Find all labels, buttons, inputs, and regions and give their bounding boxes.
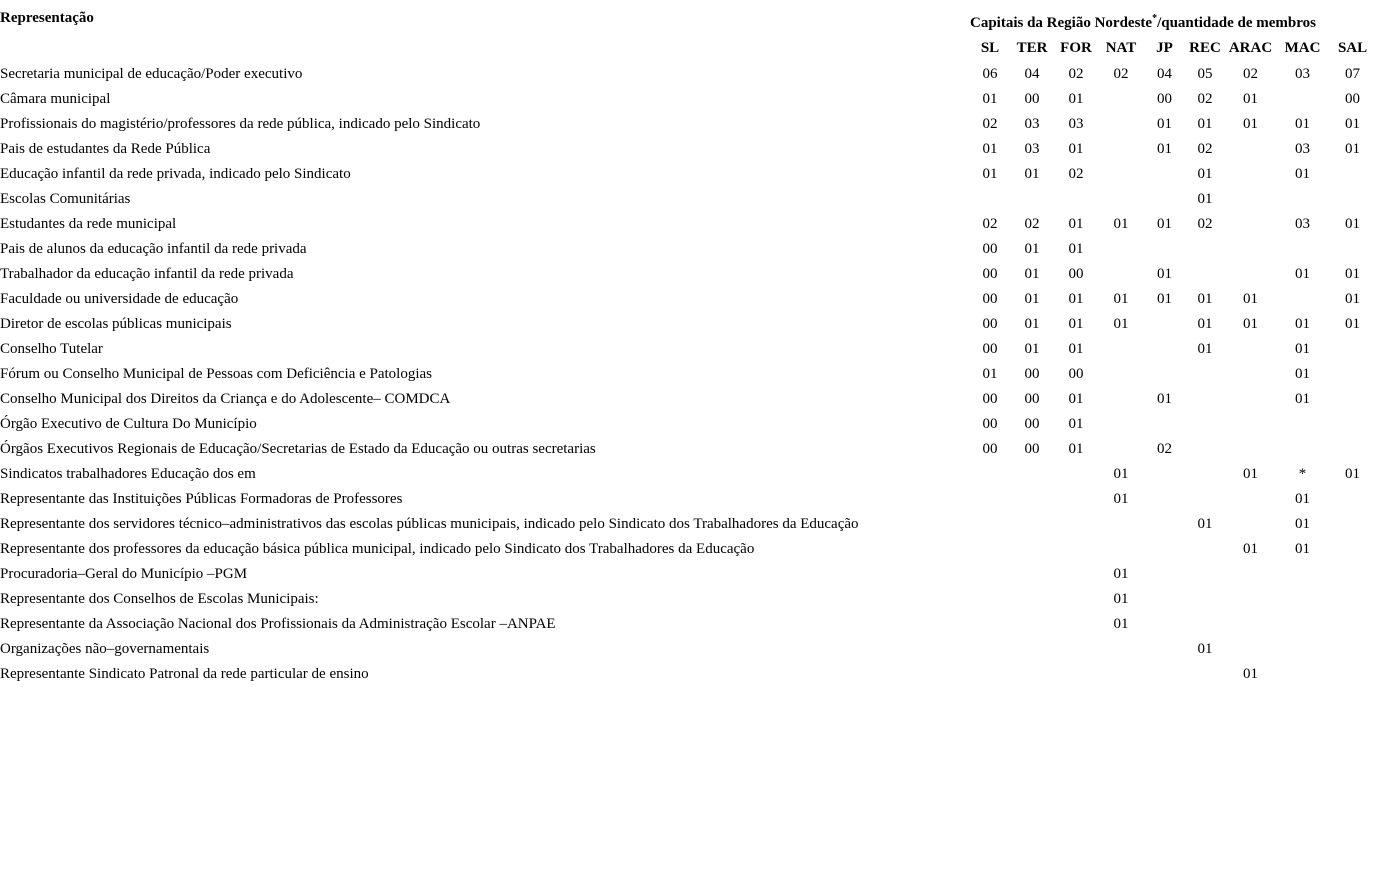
table-row [0,587,1376,612]
column-header-jp: JP [1156,40,1173,56]
table-row [0,412,1376,437]
value-cell: 01 [1157,141,1172,157]
value-cell [1098,387,1144,412]
value-cell [1054,512,1098,537]
table-row [0,112,1376,137]
value-cell: 01 [1068,441,1084,457]
value-cell [1225,437,1276,462]
table-body [0,62,1376,687]
table-row [0,612,1376,637]
value-cell: 01 [1345,266,1361,282]
value-cell: 00 [1024,366,1040,382]
row-label: Pais de alunos da educação infantil da rede privada [0,241,307,257]
row-group-title: Representação [0,10,94,26]
value-cell [1098,662,1144,687]
value-cell [1276,287,1329,312]
row-label: Estudantes da rede municipal [0,216,177,232]
value-cell: 01 [1113,591,1129,607]
column-header-mac: MAC [1284,40,1321,56]
value-cell [970,187,1010,212]
value-cell: 01 [1295,166,1310,182]
value-cell: 01 [1157,116,1172,132]
value-cell [970,637,1010,662]
value-cell [1144,512,1185,537]
value-cell: 01 [1068,416,1084,432]
value-cell: 02 [1197,141,1213,157]
value-cell [970,662,1010,687]
value-cell: * [1298,466,1307,482]
value-cell [1276,612,1329,637]
value-cell: 01 [1197,191,1213,207]
value-cell [1144,237,1185,262]
value-cell: 01 [1024,241,1040,257]
column-header-nat: NAT [1105,40,1137,56]
row-label: Conselho Tutelar [0,341,103,357]
row-label: Profissionais do magistério/professores da rede pública, indicado pelo Sindicato [0,116,481,132]
empty-corner-cell [0,36,970,62]
value-cell: 01 [1197,116,1213,132]
value-cell [970,612,1010,637]
value-cell: 01 [1243,316,1258,332]
value-cell [1329,587,1376,612]
value-cell: 01 [1113,566,1129,582]
value-cell: 00 [1068,266,1084,282]
value-cell [1225,637,1276,662]
value-cell: 01 [1345,116,1361,132]
value-cell [970,587,1010,612]
value-cell: 01 [1157,216,1172,232]
value-cell: 00 [1024,91,1040,107]
value-cell [1098,537,1144,562]
value-cell: 00 [1345,91,1361,107]
value-cell [1329,412,1376,437]
table-row [0,237,1376,262]
value-cell: 02 [1243,66,1258,82]
value-cell [1098,637,1144,662]
value-cell [1098,237,1144,262]
value-cell [1054,662,1098,687]
value-cell: 01 [1157,391,1172,407]
value-cell [1185,437,1225,462]
value-cell [1144,362,1185,387]
value-cell: 03 [1024,141,1040,157]
row-label: Educação infantil da rede privada, indicado pelo Sindicato [0,166,351,182]
value-cell: 03 [1024,116,1040,132]
value-cell [1144,662,1185,687]
value-cell [1010,512,1054,537]
value-cell [1225,562,1276,587]
value-cell [1144,562,1185,587]
row-label: Órgão Executivo de Cultura Do Município [0,416,257,432]
value-cell: 01 [1243,541,1258,557]
value-cell [1144,487,1185,512]
value-cell [1144,312,1185,337]
value-cell [1329,187,1376,212]
table-row [0,87,1376,112]
group-header-row [0,6,1376,36]
value-cell [1098,412,1144,437]
value-cell: 01 [1197,316,1213,332]
row-label: Escolas Comunitárias [0,191,131,207]
value-cell [1098,362,1144,387]
value-cell: 01 [1243,466,1258,482]
table-head [0,6,1376,62]
value-cell [1329,637,1376,662]
table-row [0,137,1376,162]
value-cell: 01 [1068,241,1084,257]
value-cell: 01 [1295,541,1310,557]
value-cell: 01 [1197,291,1213,307]
value-cell [1054,462,1098,487]
value-cell [1010,637,1054,662]
value-cell [1185,262,1225,287]
value-cell: 01 [1295,341,1310,357]
value-cell: 01 [1197,516,1213,532]
representation-table [0,6,1376,687]
value-cell: 00 [982,266,998,282]
table-row [0,187,1376,212]
value-cell: 00 [982,391,998,407]
table-row [0,537,1376,562]
value-cell: 01 [982,141,998,157]
value-cell [1098,262,1144,287]
value-cell [1054,562,1098,587]
table-row [0,62,1376,87]
value-cell [1225,587,1276,612]
table-row [0,362,1376,387]
value-cell [1185,537,1225,562]
value-cell: 02 [1157,441,1172,457]
value-cell: 00 [1157,91,1172,107]
value-cell: 01 [1197,641,1213,657]
value-cell: 01 [1024,291,1040,307]
value-cell: 01 [1243,116,1258,132]
value-cell [1329,487,1376,512]
value-cell: 01 [982,166,998,182]
value-cell [1010,612,1054,637]
row-label: Câmara municipal [0,91,111,107]
value-cell: 01 [1295,491,1310,507]
value-cell [1098,162,1144,187]
value-cell [1276,637,1329,662]
value-cell: 00 [982,341,998,357]
column-header-ter: TER [1016,40,1048,56]
value-cell [970,487,1010,512]
row-label: Diretor de escolas públicas municipais [0,316,232,332]
row-label: Representante dos professores da educação básica pública municipal, indicado pelo Sindicato dos Trabalhadores da Educação [0,541,755,557]
row-label: Fórum ou Conselho Municipal de Pessoas com Deficiência e Patologias [0,366,433,382]
value-cell [1225,212,1276,237]
value-cell: 00 [982,241,998,257]
value-cell [1185,587,1225,612]
value-cell [1144,412,1185,437]
value-cell: 01 [1113,491,1129,507]
value-cell [1185,412,1225,437]
value-cell [1276,662,1329,687]
value-cell [1329,537,1376,562]
value-cell: 03 [1295,216,1310,232]
value-cell [1144,587,1185,612]
value-cell [1010,187,1054,212]
row-label: Faculdade ou universidade de educação [0,291,239,307]
value-cell [1144,462,1185,487]
value-cell: 02 [1197,216,1213,232]
value-cell [1225,337,1276,362]
value-cell: 01 [982,91,998,107]
value-cell [970,462,1010,487]
table-row [0,662,1376,687]
value-cell: 02 [1113,66,1129,82]
value-cell [1225,362,1276,387]
group-title-prefix: Capitais da Região Nordeste [970,15,1153,31]
value-cell [1098,112,1144,137]
row-label: Trabalhador da educação infantil da rede privada [0,266,294,282]
value-cell: 01 [1295,366,1310,382]
table-row [0,312,1376,337]
value-cell: 01 [1068,341,1084,357]
value-cell [1098,512,1144,537]
value-cell [1276,562,1329,587]
value-cell [1054,187,1098,212]
row-label: Órgãos Executivos Regionais de Educação/Secretarias de Estado da Educação ou outras secretarias [0,441,596,457]
value-cell: 01 [1345,316,1361,332]
value-cell: 00 [982,416,998,432]
row-label: Organizações não–governamentais [0,641,210,657]
value-cell [1144,187,1185,212]
value-cell: 00 [982,316,998,332]
value-cell: 01 [1197,166,1213,182]
value-cell [1185,462,1225,487]
table-row [0,387,1376,412]
value-cell [1098,87,1144,112]
value-cell [1054,537,1098,562]
value-cell: 03 [1068,116,1084,132]
value-cell [1225,162,1276,187]
column-header-arac: ARAC [1228,40,1273,56]
value-cell: 00 [982,441,998,457]
value-cell [1098,187,1144,212]
table-row [0,262,1376,287]
value-cell [1010,587,1054,612]
value-cell [1329,662,1376,687]
value-cell: 02 [982,116,998,132]
value-cell: 01 [1157,291,1172,307]
value-cell: 01 [1345,466,1361,482]
column-header-sl: SL [980,40,1000,56]
value-cell [1144,637,1185,662]
value-cell: 01 [982,366,998,382]
value-cell [1329,562,1376,587]
value-cell: 01 [1068,141,1084,157]
value-cell: 05 [1197,66,1213,82]
value-cell: 01 [1295,391,1310,407]
value-cell [1329,612,1376,637]
table-row [0,462,1376,487]
value-cell: 02 [1068,66,1084,82]
row-label: Representante dos Conselhos de Escolas Municipais: [0,591,319,607]
value-cell: 01 [1243,291,1258,307]
value-cell [1329,512,1376,537]
value-cell [1010,662,1054,687]
value-cell [1098,337,1144,362]
value-cell [1185,612,1225,637]
value-cell [1225,612,1276,637]
value-cell [1010,462,1054,487]
value-cell [1329,362,1376,387]
value-cell [1276,437,1329,462]
value-cell: 01 [1345,291,1361,307]
value-cell: 01 [1295,266,1310,282]
value-cell [1054,487,1098,512]
value-cell [1144,537,1185,562]
value-cell: 03 [1295,66,1310,82]
group-title-suffix: /quantidade de membros [1157,15,1316,31]
value-cell: 02 [982,216,998,232]
value-cell: 00 [1024,416,1040,432]
value-cell [1276,237,1329,262]
value-cell: 01 [1024,341,1040,357]
row-label: Pais de estudantes da Rede Pública [0,141,211,157]
value-cell: 01 [1113,291,1129,307]
value-cell [1185,237,1225,262]
row-label: Representante das Instituições Públicas Formadoras de Professores [0,491,403,507]
value-cell: 01 [1345,141,1361,157]
row-label: Procuradoria–Geral do Município –PGM [0,566,248,582]
value-cell: 01 [1295,516,1310,532]
value-cell [1225,387,1276,412]
value-cell: 00 [1068,366,1084,382]
column-header-for: FOR [1060,40,1092,56]
value-cell: 00 [982,291,998,307]
column-header-rec: REC [1189,40,1221,56]
value-cell: 01 [1024,316,1040,332]
value-cell [1329,387,1376,412]
value-cell: 00 [1024,391,1040,407]
value-cell [1054,587,1098,612]
value-cell: 01 [1113,316,1129,332]
value-cell: 01 [1113,616,1129,632]
value-cell [1054,637,1098,662]
value-cell: 04 [1024,66,1040,82]
row-label: Representante da Associação Nacional dos Profissionais da Administração Escolar –ANPAE [0,616,556,632]
value-cell [1010,562,1054,587]
table-row [0,287,1376,312]
value-cell: 01 [1024,266,1040,282]
column-header-sal: SAL [1337,40,1368,56]
row-label: Sindicatos trabalhadores Educação dos em [0,466,256,482]
value-cell [1329,337,1376,362]
table-row [0,512,1376,537]
value-cell [1329,437,1376,462]
value-cell [1185,662,1225,687]
column-header-row [0,36,1376,62]
value-cell [1225,187,1276,212]
value-cell: 02 [1068,166,1084,182]
value-cell [1185,487,1225,512]
row-label: Conselho Municipal dos Direitos da Criança e do Adolescente– COMDCA [0,391,451,407]
value-cell: 01 [1068,316,1084,332]
value-cell [1144,612,1185,637]
value-cell: 02 [1197,91,1213,107]
value-cell: 01 [1295,116,1310,132]
value-cell: 01 [1113,216,1129,232]
value-cell [1225,137,1276,162]
value-cell [1329,162,1376,187]
value-cell [1144,337,1185,362]
row-label: Representante Sindicato Patronal da rede particular de ensino [0,666,369,682]
value-cell: 01 [1345,216,1361,232]
table-row [0,487,1376,512]
value-cell [1276,412,1329,437]
value-cell [1225,262,1276,287]
value-cell: 03 [1295,141,1310,157]
value-cell: 04 [1157,66,1172,82]
value-cell [970,537,1010,562]
value-cell [1185,387,1225,412]
value-cell: 01 [1113,466,1129,482]
value-cell: 01 [1295,316,1310,332]
value-cell [970,512,1010,537]
value-cell [970,562,1010,587]
value-cell [1276,587,1329,612]
value-cell: 07 [1345,66,1361,82]
row-label: Secretaria municipal de educação/Poder executivo [0,66,303,82]
value-cell: 01 [1024,166,1040,182]
value-cell [1054,612,1098,637]
column-group-title [970,6,1376,36]
table-row [0,337,1376,362]
value-cell [1329,237,1376,262]
table-row [0,212,1376,237]
value-cell: 01 [1243,91,1258,107]
table-row [0,162,1376,187]
value-cell: 01 [1243,666,1258,682]
value-cell [1225,512,1276,537]
value-cell: 01 [1068,216,1084,232]
row-label: Representante dos servidores técnico–administrativos das escolas públicas municipais, indicado pelo Sindicato dos Trabalhadores da Educação [0,516,859,532]
value-cell: 01 [1197,341,1213,357]
value-cell [1185,562,1225,587]
value-cell [1098,437,1144,462]
value-cell: 00 [1024,441,1040,457]
value-cell [1276,87,1329,112]
table-row [0,637,1376,662]
value-cell [1225,487,1276,512]
value-cell [1098,137,1144,162]
table-row [0,437,1376,462]
value-cell [1144,162,1185,187]
value-cell [1185,362,1225,387]
value-cell [1010,487,1054,512]
value-cell: 01 [1068,391,1084,407]
group-title-footnote-marker: * [1152,13,1158,24]
value-cell: 01 [1068,291,1084,307]
value-cell: 02 [1024,216,1040,232]
value-cell: 01 [1157,266,1172,282]
value-cell [1225,412,1276,437]
value-cell: 01 [1068,91,1084,107]
value-cell [1225,237,1276,262]
table-row [0,562,1376,587]
value-cell: 06 [982,66,998,82]
value-cell [1010,537,1054,562]
value-cell [1276,187,1329,212]
